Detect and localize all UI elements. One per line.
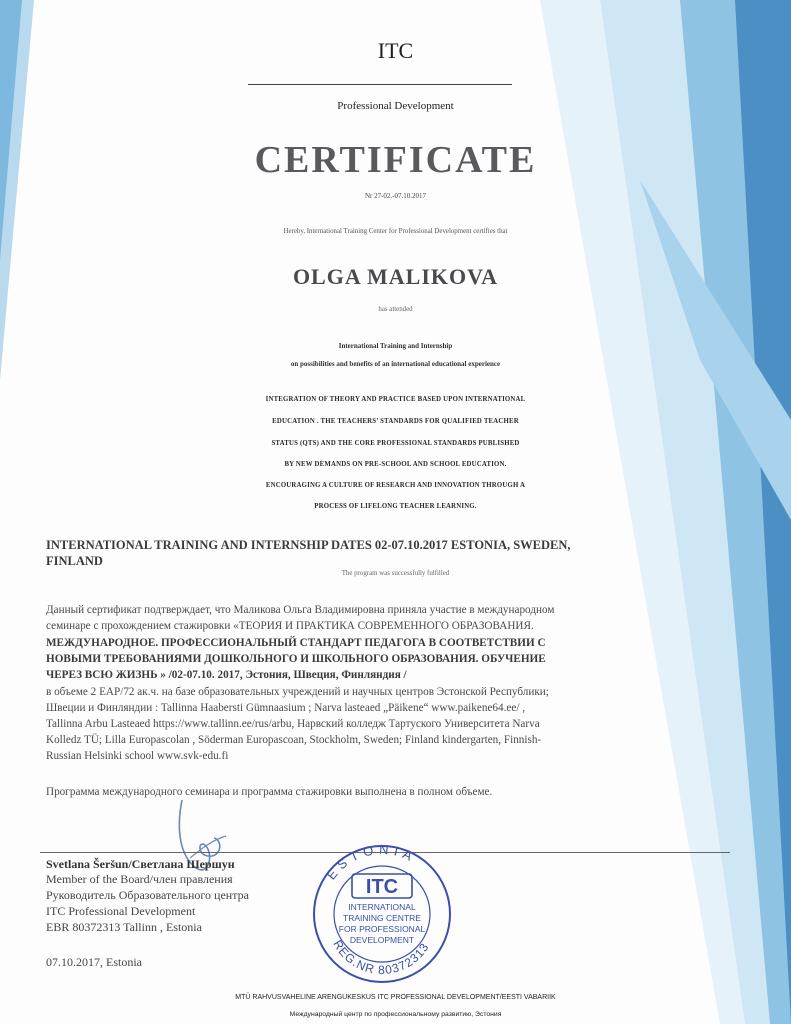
russian-text-line: Данный сертификат подтверждает, что Маликова Ольга Владимировна приняла участие в международном <box>46 604 555 616</box>
stamp-logo-text: ITC <box>365 876 399 898</box>
topic-line: ENCOURAGING A CULTURE OF RESEARCH AND INNOVATION THROUGH A <box>265 482 526 489</box>
russian-text-line: Russian Helsinki school www.svk-edu.fi <box>46 750 229 762</box>
certificate-number: Nr 27-02.-07.10.2017 <box>364 192 427 200</box>
program-fulfilled: The program was successfully fulfilled <box>341 570 450 577</box>
russian-text-line: НОВЫМИ ТРЕБОВАНИЯМИ ДОШКОЛЬНОГО И ШКОЛЬНОГО ОБРАЗОВАНИЯ. ОБУЧЕНИЕ <box>46 653 546 665</box>
training-line-2: on possibilities and benefits of an international educational experience <box>290 360 501 368</box>
russian-text-line: Швеции и Финляндии : Tallinna Haabersti Gümnaasium ; Narva lasteaed „Päikene“ www.paikene64.ee/ , <box>46 702 526 714</box>
stamp-line: TRAINING CENTRE <box>343 913 421 923</box>
certifies-statement: Hereby, International Training Center for Professional Development certifies that <box>283 228 508 235</box>
stamp-line: INTERNATIONAL <box>348 902 416 912</box>
russian-text-line: Tallinna Arbu Lasteaed https://www.tallinn.ee/rus/arbu, Нарвский колледж Тартуского Университета Narva <box>46 718 540 730</box>
stamp-arc-top: ESTONIA <box>323 841 420 883</box>
stamp-line: FOR PROFESSIONAL <box>338 924 426 934</box>
topic-line: INTEGRATION OF THEORY AND PRACTICE BASED UPON INTERNATIONAL <box>265 396 526 403</box>
has-attended-text: has attended <box>378 306 413 313</box>
signatory-line: ITC Professional Development <box>46 904 196 918</box>
training-dates-line-2: FINLAND <box>46 554 103 568</box>
issue-date-place: 07.10.2017, Estonia <box>46 955 142 969</box>
russian-text-line: Kolledz TÜ; Lilla Europascolan , Söderman Europascoan, Stockholm, Sweden; Finland kindergarten, Finnish- <box>46 734 542 746</box>
russian-text-line: МЕЖДУНАРОДНОЕ. ПРОФЕССИОНАЛЬНЫЙ СТАНДАРТ ПЕДАГОГА В СООТВЕТСТВИИ С <box>46 637 546 649</box>
itc-heading: ITC <box>377 38 414 63</box>
signatory-line: Руководитель Образовательного центра <box>46 888 249 902</box>
topic-line: EDUCATION . THE TEACHERS’ STANDARDS FOR QUALIFIED TEACHER <box>272 418 519 425</box>
russian-text-line: семинаре с прохождением стажировки «ТЕОРИЯ И ПРАКТИКА СОВРЕМЕННОГО ОБРАЗОВАНИЯ. <box>46 620 534 632</box>
subtitle: Professional Development <box>337 100 454 112</box>
signatory-line: Member of the Board/член правления <box>46 872 233 886</box>
recipient-name: OLGA MALIKOVA <box>292 264 499 289</box>
signatory-name: Svetlana Šeršun/Светлана Шершун <box>46 857 235 871</box>
footer-organization: MTÜ RAHVUSVAHELINE ARENGUKESKUS ITC PROFESSIONAL DEVELOPMENT/EESTI VABARIIK <box>235 994 556 1001</box>
stamp-line: DEVELOPMENT <box>349 935 415 945</box>
signatory-line: EBR 80372313 Tallinn , Estonia <box>46 920 202 934</box>
topic-line: BY NEW DEMANDS ON PRE-SCHOOL AND SCHOOL EDUCATION. <box>284 461 507 468</box>
russian-closing-line: Программа международного семинара и программа стажировки выполнена в полном объеме. <box>46 786 493 798</box>
topic-line: STATUS (QTS) AND THE CORE PROFESSIONAL STANDARDS PUBLISHED <box>271 440 520 447</box>
footer-organization-russian: Международный центр по профессиональному развитию, Эстония <box>289 1011 502 1018</box>
itc-stamp <box>302 838 462 988</box>
russian-text-line: в объеме 2 EAP/72 ак.ч. на базе образовательных учреждений и научных центров Эстонской Республики; <box>46 686 549 698</box>
russian-text-line: ЧЕРЕЗ ВСЮ ЖИЗНЬ » /02-07.10. 2017, Эстония, Швеция, Финляндия / <box>46 669 407 681</box>
stamp-arc-bottom: REG.NR 80372313 <box>330 937 432 978</box>
certificate-title: CERTIFICATE <box>254 139 537 181</box>
training-dates-line-1: INTERNATIONAL TRAINING AND INTERNSHIP DATES 02-07.10.2017 ESTONIA, SWEDEN, <box>46 538 571 552</box>
training-line-1: International Training and Internship <box>338 342 453 350</box>
topic-line: PROCESS OF LIFELONG TEACHER LEARNING. <box>314 503 477 510</box>
